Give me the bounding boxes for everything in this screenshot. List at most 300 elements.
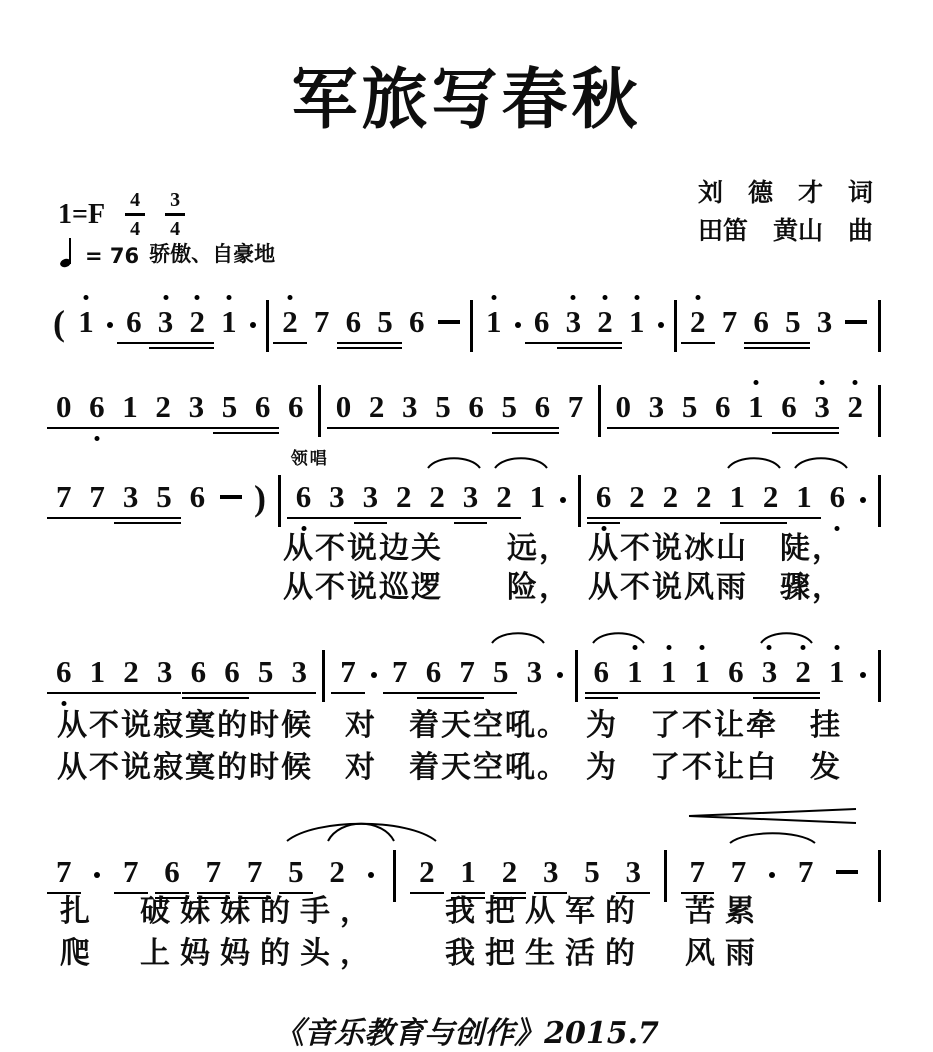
beam-underline (180, 342, 214, 344)
beam-underline (787, 517, 821, 519)
augmentation-dot (368, 872, 374, 878)
beam-underline (753, 697, 787, 699)
note-digit: 6 (534, 389, 551, 424)
note (416, 855, 438, 889)
note (811, 390, 833, 424)
note-digit: 6 (189, 479, 206, 514)
duration-dash (220, 495, 242, 499)
octave-dot-above (834, 645, 839, 650)
notes-row (53, 449, 881, 526)
notes-row (53, 390, 881, 436)
music-line (53, 655, 881, 701)
octave-dot-above (571, 295, 576, 300)
note (53, 480, 75, 514)
beam-underline (719, 692, 753, 694)
note-digit: 2 (597, 304, 613, 339)
beam-underline (772, 432, 806, 434)
note-digit: 2 (501, 854, 518, 889)
slur-arc (426, 454, 482, 470)
barline (575, 650, 578, 702)
beam-underline (526, 427, 560, 429)
note (591, 655, 613, 689)
lyric-line: 从不说巡逻 险， 从不说风雨 骤， (283, 570, 844, 605)
duration-dash (845, 320, 867, 324)
note-digit: 2 (496, 479, 512, 514)
note-digit: 1 (89, 654, 106, 689)
note (626, 480, 648, 514)
note-digit: 2 (762, 479, 779, 514)
beam-underline (720, 517, 754, 519)
note-digit: 3 (156, 654, 173, 689)
note-digit: 7 (721, 304, 738, 339)
slur-arc (591, 629, 646, 645)
beam-underline (417, 692, 451, 694)
augmentation-dot (250, 322, 256, 328)
note (366, 390, 388, 424)
beam-underline (454, 517, 488, 519)
note (252, 390, 274, 424)
note (244, 855, 266, 889)
note-digit: 5 (492, 654, 509, 689)
note (490, 655, 512, 689)
note (343, 305, 365, 339)
note (646, 390, 668, 424)
note (457, 855, 479, 889)
note-digit: 1 (628, 304, 645, 339)
note (311, 305, 333, 339)
note-digit: 6 (345, 304, 362, 339)
note (87, 655, 109, 689)
note-digit: 6 (829, 479, 846, 514)
note (285, 390, 307, 424)
parenthesis: ( (53, 303, 65, 343)
note (795, 855, 817, 889)
note (792, 655, 814, 689)
note (712, 390, 734, 424)
note (399, 390, 421, 424)
note (326, 480, 348, 514)
note-digit: 3 (648, 389, 665, 424)
beam-underline (114, 517, 148, 519)
note-digit: 2 (795, 654, 811, 689)
beam-underline (640, 427, 674, 429)
note-digit: 7 (797, 854, 814, 889)
beam-underline (420, 517, 454, 519)
note-digit: 2 (429, 479, 445, 514)
note-digit: 6 (468, 389, 484, 424)
note (658, 655, 680, 689)
beam-underline (487, 517, 521, 519)
augmentation-dot (860, 672, 866, 678)
beam-underline (706, 427, 740, 429)
barline (266, 300, 269, 352)
beam-underline (417, 697, 451, 699)
note-digit: 2 (123, 654, 139, 689)
beam-underline (246, 432, 280, 434)
beam-underline (585, 697, 619, 699)
note-digit: 0 (335, 389, 352, 424)
octave-dot-above (695, 295, 700, 300)
beam-underline (146, 427, 180, 429)
octave-dot-above (632, 645, 637, 650)
note (745, 390, 767, 424)
lyric-line: 爬 上妈妈的头， 我把生活的 风雨 (60, 936, 765, 971)
beam-underline (327, 427, 361, 429)
music-line (53, 390, 881, 436)
lyric-line: 从不说寂寞的时候 对 着天空吼。 为 了不让牵 挂 (57, 708, 842, 743)
note-digit: 3 (542, 854, 559, 889)
beam-underline (557, 342, 591, 344)
barline (878, 475, 881, 527)
octave-dot-above (767, 645, 772, 650)
note-digit: 5 (584, 854, 600, 889)
note (326, 855, 348, 889)
note-digit: 3 (761, 654, 778, 689)
beam-underline (354, 517, 388, 519)
beam-underline (213, 432, 247, 434)
note-digit: 6 (533, 304, 550, 339)
barline (878, 385, 881, 437)
beam-underline (47, 517, 81, 519)
note-digit: 7 (205, 854, 222, 889)
octave-dot-above (83, 295, 88, 300)
note (188, 655, 210, 689)
beam-underline (287, 517, 321, 519)
tempo-bpm: = 76 (85, 244, 140, 268)
note (793, 480, 815, 514)
note (483, 305, 505, 339)
beam-underline (113, 427, 147, 429)
note (86, 480, 108, 514)
note (594, 305, 616, 339)
note (728, 855, 750, 889)
beam-underline (282, 692, 316, 694)
note (626, 305, 648, 339)
note-digit: 7 (123, 854, 139, 889)
slur-arc (493, 454, 549, 470)
note-digit: 1 (829, 654, 845, 689)
notes-row (53, 305, 881, 351)
beam-underline (685, 692, 719, 694)
note-digit: 5 (435, 389, 451, 424)
beam-underline (652, 692, 686, 694)
note (360, 480, 382, 514)
octave-dot-above (753, 380, 758, 385)
note-digit: 1 (627, 654, 643, 689)
beam-underline (80, 517, 114, 519)
note-digit: 3 (814, 389, 830, 424)
beam-underline (47, 692, 81, 694)
note (426, 480, 448, 514)
note-digit: 6 (781, 389, 797, 424)
barline (470, 300, 473, 352)
note (53, 855, 75, 889)
beam-underline (331, 692, 365, 694)
beam-underline (588, 347, 622, 349)
beam-underline (393, 427, 427, 429)
note (726, 480, 748, 514)
augmentation-dot (769, 872, 775, 878)
time-signature-1: $\frac{4}{4}$ (125, 190, 145, 239)
note (187, 480, 209, 514)
key-signature: 1=F (58, 198, 106, 230)
note (221, 655, 243, 689)
note (460, 480, 482, 514)
beam-underline (620, 517, 654, 519)
note-digit: 6 (593, 654, 610, 689)
barline (318, 385, 321, 437)
crescendo-hairpin (687, 807, 858, 825)
note-digit: 3 (291, 654, 307, 689)
note (374, 305, 396, 339)
note (393, 480, 415, 514)
octave-dot-above (853, 380, 858, 385)
slur-arc (728, 829, 817, 845)
augmentation-dot (560, 497, 566, 503)
lyric-line: 从不说寂寞的时候 对 着天空吼。 为 了不让白 发 (57, 750, 842, 785)
barline (578, 475, 581, 527)
note (290, 449, 329, 514)
beam-underline (320, 517, 354, 519)
note-digit: 6 (164, 854, 180, 889)
augmentation-dot (860, 497, 866, 503)
note (423, 655, 445, 689)
note-digit: 7 (689, 854, 706, 889)
beam-underline (360, 427, 394, 429)
slur-arc (726, 454, 782, 470)
note (155, 305, 177, 339)
note (493, 480, 515, 514)
note-digit: 1 (529, 479, 546, 514)
beam-underline (81, 692, 115, 694)
note-digit: 7 (313, 304, 330, 339)
beam-underline (147, 522, 181, 524)
note-digit: 5 (681, 389, 698, 424)
note-digit: 1 (221, 304, 237, 339)
note (693, 480, 715, 514)
beam-underline (180, 347, 214, 349)
note-digit: 1 (486, 304, 502, 339)
beam-underline (484, 692, 518, 694)
note (778, 390, 800, 424)
octave-dot-above (603, 295, 608, 300)
beam-underline (618, 692, 652, 694)
beam-underline (744, 342, 778, 344)
slur-arc (285, 817, 438, 843)
note (531, 305, 553, 339)
beam-underline (805, 427, 839, 429)
note-digit: 6 (89, 389, 105, 424)
duration-dash (438, 320, 460, 324)
note (337, 655, 359, 689)
beam-underline (337, 347, 371, 349)
octave-dot-above (634, 295, 639, 300)
note (524, 655, 546, 689)
barline (278, 475, 281, 527)
beam-underline (673, 427, 707, 429)
note-digit: 3 (526, 654, 543, 689)
note-digit: 1 (694, 654, 710, 689)
tempo-expression: 骄傲、自豪地 (149, 242, 276, 266)
beam-underline (753, 692, 787, 694)
beam-underline (337, 342, 371, 344)
note-digit: 7 (567, 389, 584, 424)
note (660, 480, 682, 514)
beam-underline (772, 427, 806, 429)
beam-underline (114, 692, 148, 694)
slur-arc (793, 454, 849, 470)
note (406, 305, 428, 339)
beam-underline (607, 427, 641, 429)
octave-dot-above (700, 645, 705, 650)
octave-dot-above (226, 295, 231, 300)
note (465, 390, 487, 424)
note-digit: 5 (377, 304, 393, 339)
beam-underline (213, 427, 247, 429)
beam-underline (273, 342, 307, 344)
note-digit: 6 (254, 389, 271, 424)
beam-underline (249, 692, 283, 694)
note (152, 390, 174, 424)
note-digit: 6 (728, 654, 744, 689)
augmentation-dot (107, 322, 113, 328)
note (719, 305, 741, 339)
note (498, 390, 520, 424)
note-digit: 5 (156, 479, 172, 514)
note (154, 655, 176, 689)
note (532, 390, 554, 424)
note-digit: 6 (224, 654, 240, 689)
note-digit: 6 (56, 654, 72, 689)
note (123, 305, 145, 339)
note (725, 655, 747, 689)
note (389, 655, 411, 689)
note (563, 305, 585, 339)
note (750, 305, 772, 339)
beam-underline (450, 692, 484, 694)
note (186, 305, 208, 339)
note (527, 480, 549, 514)
note (218, 305, 240, 339)
note (288, 655, 310, 689)
note-digit: 2 (419, 854, 435, 889)
beam-underline (450, 697, 484, 699)
beam-underline (786, 692, 820, 694)
note-digit: 2 (696, 479, 712, 514)
note (613, 390, 635, 424)
note-digit: 3 (122, 479, 139, 514)
note (687, 305, 709, 339)
note-digit: 7 (246, 854, 263, 889)
note-digit: 2 (395, 479, 412, 514)
augmentation-dot (371, 672, 377, 678)
note (219, 390, 241, 424)
notes-row (53, 655, 881, 701)
slur-arc (759, 629, 814, 645)
note (203, 855, 225, 889)
note-digit: 1 (78, 304, 94, 339)
note (285, 855, 307, 889)
note-digit: 6 (595, 479, 612, 514)
note-digit: 2 (155, 389, 171, 424)
beam-underline (383, 692, 417, 694)
note-digit: 5 (288, 854, 304, 889)
beam-underline (182, 692, 216, 694)
note-digit: 3 (462, 479, 479, 514)
note (53, 655, 75, 689)
beam-underline (654, 517, 688, 519)
note-digit: 5 (221, 389, 238, 424)
beam-underline (587, 517, 621, 519)
note-digit: 1 (460, 854, 476, 889)
lyricist-credit: 刘 德 才 词 (697, 178, 873, 207)
note-digit: 7 (392, 654, 408, 689)
beam-underline (80, 427, 114, 429)
beam-underline (588, 342, 622, 344)
beam-underline (754, 517, 788, 519)
note-digit: 1 (748, 389, 764, 424)
time-signature-2: $\frac{3}{4}$ (165, 190, 185, 239)
beam-underline (182, 697, 216, 699)
augmentation-dot (515, 322, 521, 328)
composer-credit: 田笛 黄山 曲 (697, 216, 873, 245)
note-digit: 7 (340, 654, 356, 689)
beam-underline (180, 427, 214, 429)
note-digit: 2 (329, 854, 345, 889)
note (333, 390, 355, 424)
note (120, 855, 142, 889)
beam-underline (368, 342, 402, 344)
beam-underline (681, 342, 715, 344)
lyric-line: 从不说边关 远， 从不说冰山 陡， (283, 531, 844, 566)
note (827, 480, 849, 514)
beam-underline (47, 427, 81, 429)
barline (322, 650, 325, 702)
note-digit: 2 (690, 304, 706, 339)
beam-underline (147, 517, 181, 519)
note-digit: 3 (565, 304, 582, 339)
beam-underline (805, 432, 839, 434)
barline (878, 850, 881, 902)
note (581, 855, 603, 889)
note (456, 655, 478, 689)
note-digit: 5 (785, 304, 801, 339)
quarter-note-icon (60, 238, 75, 268)
barline (878, 650, 881, 702)
beam-underline (492, 432, 526, 434)
note (624, 655, 646, 689)
note-digit: 2 (282, 304, 298, 339)
note-digit: 1 (122, 389, 138, 424)
note-digit: 2 (629, 479, 645, 514)
note-digit: 6 (408, 304, 425, 339)
note-digit: 2 (662, 479, 679, 514)
slur-arc (326, 817, 396, 843)
note-digit: 6 (126, 304, 142, 339)
note-digit: 1 (729, 479, 745, 514)
note (53, 390, 75, 424)
note-digit: 0 (56, 389, 72, 424)
beam-underline (215, 697, 249, 699)
note (153, 480, 175, 514)
note (691, 655, 713, 689)
beam-underline (585, 692, 619, 694)
beam-underline (786, 697, 820, 699)
lead-singer-label: 领唱 (290, 449, 329, 469)
note-digit: 0 (615, 389, 632, 424)
beam-underline (149, 347, 183, 349)
note-digit: 3 (329, 479, 345, 514)
